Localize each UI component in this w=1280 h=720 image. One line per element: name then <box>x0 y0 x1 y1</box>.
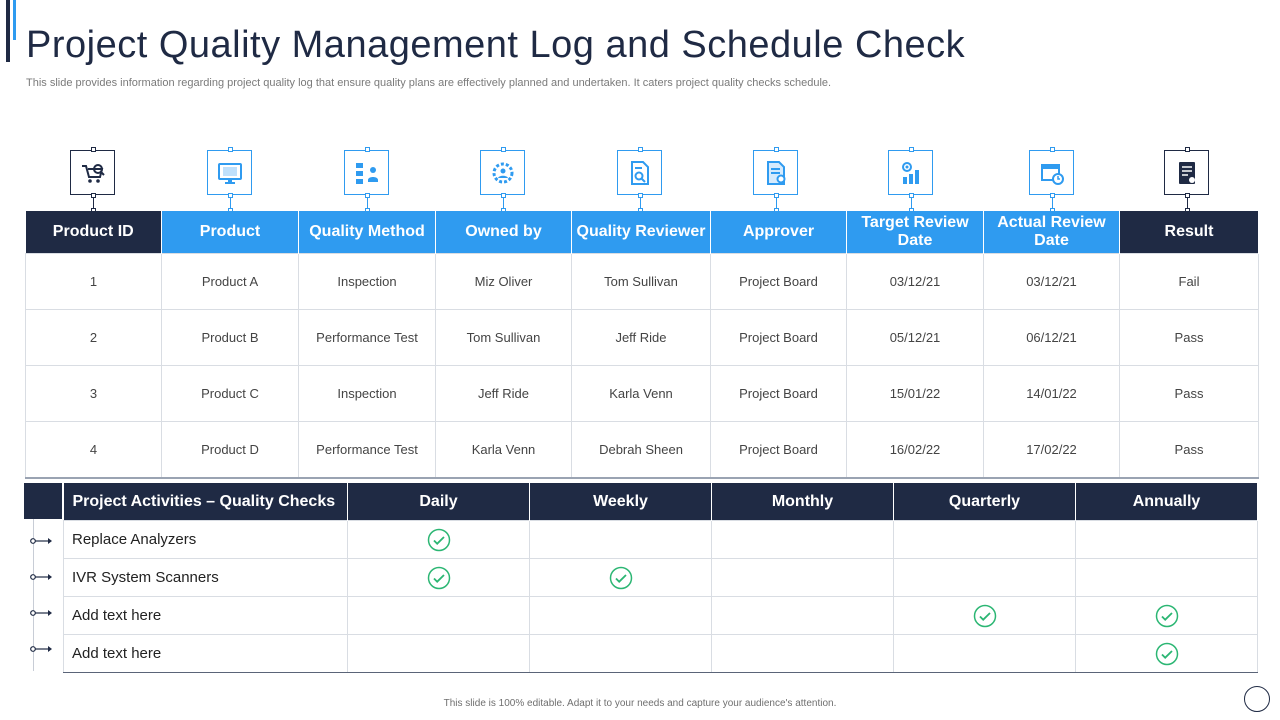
table-cell: Jeff Ride <box>436 366 572 422</box>
document-search-icon <box>617 150 662 195</box>
document-check-icon <box>753 150 798 195</box>
checklist-icon <box>1164 150 1209 195</box>
table-row <box>26 366 1259 422</box>
check-cell-empty <box>894 559 1076 597</box>
check-cell-empty <box>530 597 712 635</box>
check-cell-checked <box>894 597 1076 635</box>
table-cell: Tom Sullivan <box>572 254 711 310</box>
check-cell-empty <box>348 597 530 635</box>
connector-dot <box>1185 193 1190 198</box>
table-row <box>64 635 1258 673</box>
target-chart-icon <box>888 150 933 195</box>
check-cell-empty <box>894 635 1076 673</box>
table-cell: 17/02/22 <box>984 422 1120 479</box>
check-cell-empty <box>712 635 894 673</box>
row-arrow-icon <box>30 569 54 579</box>
connector-dot <box>228 147 233 152</box>
table-cell: 4 <box>26 422 162 479</box>
calendar-clock-icon <box>1029 150 1074 195</box>
table-cell: 16/02/22 <box>847 422 984 479</box>
column-header: Quality Reviewer <box>572 211 711 254</box>
table-cell: Performance Test <box>299 310 436 366</box>
frequency-header: Monthly <box>712 483 894 521</box>
table-cell: Project Board <box>711 310 847 366</box>
check-cell-empty <box>712 597 894 635</box>
page-title: Project Quality Management Log and Schedule Check <box>26 24 966 66</box>
connector-dot <box>91 193 96 198</box>
table-cell: Pass <box>1120 310 1259 366</box>
table-row <box>64 521 1258 559</box>
column-header: Quality Method <box>299 211 436 254</box>
schedule-corner <box>24 483 62 519</box>
column-header: Product ID <box>26 211 162 254</box>
table-cell: Inspection <box>299 254 436 310</box>
table-cell: Jeff Ride <box>572 310 711 366</box>
table-cell: Karla Venn <box>572 366 711 422</box>
check-circle-icon <box>1155 644 1179 661</box>
activities-header: Project Activities – Quality Checks <box>64 483 348 521</box>
cart-search-icon <box>70 150 115 195</box>
check-cell-empty <box>348 635 530 673</box>
table-cell: Inspection <box>299 366 436 422</box>
check-circle-icon <box>1155 606 1179 623</box>
connector-dot <box>909 193 914 198</box>
check-cell-checked <box>530 559 712 597</box>
check-cell-empty <box>712 521 894 559</box>
table-cell: Pass <box>1120 366 1259 422</box>
table-cell: Project Board <box>711 254 847 310</box>
table-cell: Product A <box>162 254 299 310</box>
check-circle-icon <box>609 568 633 585</box>
table-row <box>64 559 1258 597</box>
table-cell: 05/12/21 <box>847 310 984 366</box>
check-cell-checked <box>348 559 530 597</box>
row-arrow-icon <box>30 605 54 615</box>
accent-bar-blue <box>13 0 16 40</box>
frequency-header: Quarterly <box>894 483 1076 521</box>
activity-label: Add text here <box>64 597 348 635</box>
table-cell: Debrah Sheen <box>572 422 711 479</box>
corner-circle <box>1244 686 1270 712</box>
row-arrow-icon <box>30 533 54 543</box>
table-cell: Product D <box>162 422 299 479</box>
activity-label: Replace Analyzers <box>64 521 348 559</box>
column-header: Approver <box>711 211 847 254</box>
check-cell-empty <box>530 635 712 673</box>
column-header: Product <box>162 211 299 254</box>
connector-dot <box>91 147 96 152</box>
footer-note: This slide is 100% editable. Adapt it to your needs and capture your audience's attention. <box>443 698 837 709</box>
table-cell: Project Board <box>711 422 847 479</box>
row-arrow-icon <box>30 641 54 651</box>
check-cell-empty <box>894 521 1076 559</box>
quality-log-table <box>25 211 1259 479</box>
table-cell: 2 <box>26 310 162 366</box>
check-cell-checked <box>348 521 530 559</box>
activity-label: Add text here <box>64 635 348 673</box>
connector-dot <box>1050 147 1055 152</box>
column-header: Owned by <box>436 211 572 254</box>
frequency-header: Daily <box>348 483 530 521</box>
connector-dot <box>1185 147 1190 152</box>
connector-dot <box>365 147 370 152</box>
table-row <box>26 422 1259 479</box>
table-cell: Miz Oliver <box>436 254 572 310</box>
table-cell: Fail <box>1120 254 1259 310</box>
column-header: Actual Review Date <box>984 211 1120 254</box>
check-cell-empty <box>530 521 712 559</box>
column-header: Target Review Date <box>847 211 984 254</box>
activity-label: IVR System Scanners <box>64 559 348 597</box>
table-cell: 15/01/22 <box>847 366 984 422</box>
check-cell-empty <box>1076 521 1258 559</box>
connector-dot <box>501 147 506 152</box>
check-cell-empty <box>712 559 894 597</box>
connector-dot <box>774 193 779 198</box>
table-cell: 06/12/21 <box>984 310 1120 366</box>
table-cell: 3 <box>26 366 162 422</box>
connector-dot <box>365 193 370 198</box>
monitor-icon <box>207 150 252 195</box>
table-cell: 03/12/21 <box>847 254 984 310</box>
table-cell: Pass <box>1120 422 1259 479</box>
table-cell: Product C <box>162 366 299 422</box>
check-circle-icon <box>427 530 451 547</box>
connector-dot <box>638 147 643 152</box>
connector-dot <box>501 193 506 198</box>
table-cell: Project Board <box>711 366 847 422</box>
page-subtitle: This slide provides information regarding project quality log that ensure quality plans are effectively planned and undertaken. It caters project quality checks schedule. <box>26 77 832 89</box>
check-cell-checked <box>1076 597 1258 635</box>
table-cell: 03/12/21 <box>984 254 1120 310</box>
table-row <box>64 597 1258 635</box>
table-row <box>26 310 1259 366</box>
table-cell: Performance Test <box>299 422 436 479</box>
accent-bar-dark <box>6 0 10 62</box>
table-cell: Product B <box>162 310 299 366</box>
team-gear-icon <box>480 150 525 195</box>
column-header: Result <box>1120 211 1259 254</box>
table-cell: Karla Venn <box>436 422 572 479</box>
connector-dot <box>909 147 914 152</box>
check-cell-empty <box>1076 559 1258 597</box>
table-cell: 14/01/22 <box>984 366 1120 422</box>
table-row <box>26 254 1259 310</box>
table-cell: 1 <box>26 254 162 310</box>
org-chart-icon <box>344 150 389 195</box>
frequency-header: Weekly <box>530 483 712 521</box>
check-circle-icon <box>973 606 997 623</box>
frequency-header: Annually <box>1076 483 1258 521</box>
connector-dot <box>638 193 643 198</box>
connector-dot <box>228 193 233 198</box>
check-circle-icon <box>427 568 451 585</box>
table-cell: Tom Sullivan <box>436 310 572 366</box>
connector-dot <box>1050 193 1055 198</box>
quality-schedule-table <box>63 483 1258 673</box>
check-cell-checked <box>1076 635 1258 673</box>
connector-dot <box>774 147 779 152</box>
